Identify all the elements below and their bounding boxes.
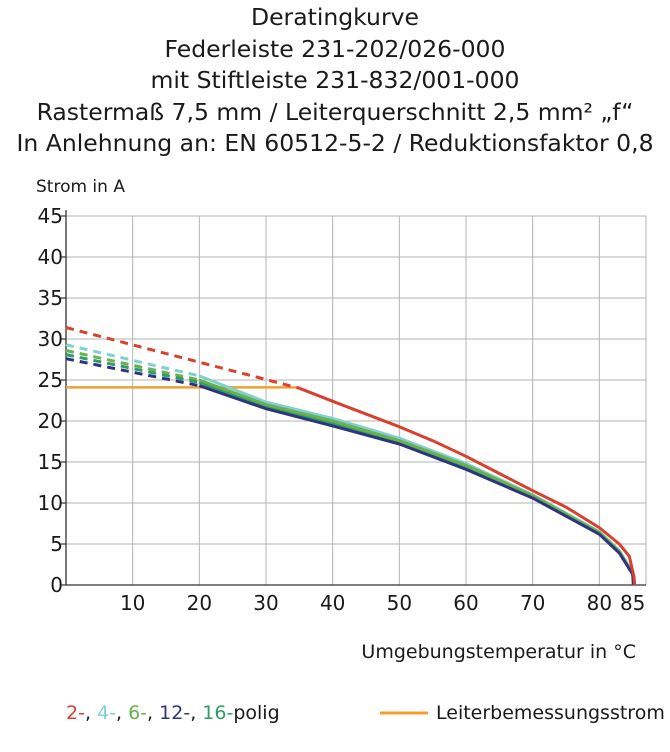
y-tick-label: 25 — [37, 368, 63, 392]
x-tick-label: 40 — [319, 591, 346, 615]
y-tick-label: 20 — [37, 409, 63, 433]
chart-title: Deratingkurve — [251, 3, 419, 31]
x-tick-label: 30 — [253, 591, 279, 615]
x-tick-label: 50 — [386, 591, 413, 615]
legend-series-entry: 4- — [97, 702, 116, 724]
chart-subtitle-pitch: Rastermaß 7,5 mm / Leiterquerschnitt 2,5 mm² „f“ — [36, 97, 634, 126]
y-tick-label: 10 — [37, 491, 63, 515]
y-tick-label: 35 — [37, 286, 63, 310]
series-2-polig-line — [299, 388, 634, 585]
x-tick-label: 20 — [186, 591, 213, 615]
chart-axes — [61, 210, 646, 585]
chart-subtitle-standard: In Anlehnung an: EN 60512-5-2 / Reduktionsfaktor 0,8 — [16, 129, 654, 157]
chart-tick-labels — [38, 204, 646, 615]
legend-rated-label: Leiterbemessungsstrom — [436, 702, 665, 724]
x-tick-label: 85 — [619, 591, 646, 615]
legend-series-entry: 16- — [202, 702, 234, 724]
legend-series-entry: 2- — [66, 702, 85, 724]
y-tick-label: 15 — [37, 450, 63, 474]
x-tick-label: 10 — [119, 591, 146, 615]
legend-suffix: polig — [233, 702, 280, 724]
y-tick-label: 5 — [50, 532, 63, 556]
series-16-polig-line — [199, 383, 633, 586]
x-axis-label: Umgebungstemperatur in °C — [361, 641, 636, 663]
legend-series-entry: 6- — [128, 702, 148, 724]
chart-subtitle-mating: mit Stiftleiste 231-832/001-000 — [150, 66, 520, 94]
chart-legend — [66, 702, 665, 724]
y-tick-label: 30 — [37, 327, 63, 351]
series-12-polig-line — [199, 386, 633, 585]
y-tick-label: 40 — [37, 245, 63, 269]
legend-series-entry: , — [147, 702, 160, 724]
y-tick-label: 45 — [37, 204, 63, 228]
legend-series-entry: , — [84, 702, 98, 724]
x-tick-label: 80 — [586, 591, 613, 615]
series-layer — [66, 328, 635, 586]
legend-series-entry: , — [116, 702, 129, 724]
legend-series-entry: , — [190, 702, 203, 724]
chart-subtitle-product: Federleiste 231-202/026-000 — [164, 34, 506, 63]
legend-series-entry: 12- — [159, 702, 191, 724]
series-6-polig-line — [199, 380, 634, 585]
x-tick-label: 70 — [519, 591, 546, 615]
x-tick-label: 60 — [453, 591, 479, 615]
y-tick-label: 0 — [50, 573, 63, 597]
legend-series-text — [66, 702, 280, 724]
chart-grid — [66, 216, 646, 585]
y-axis-label: Strom in A — [36, 177, 125, 197]
